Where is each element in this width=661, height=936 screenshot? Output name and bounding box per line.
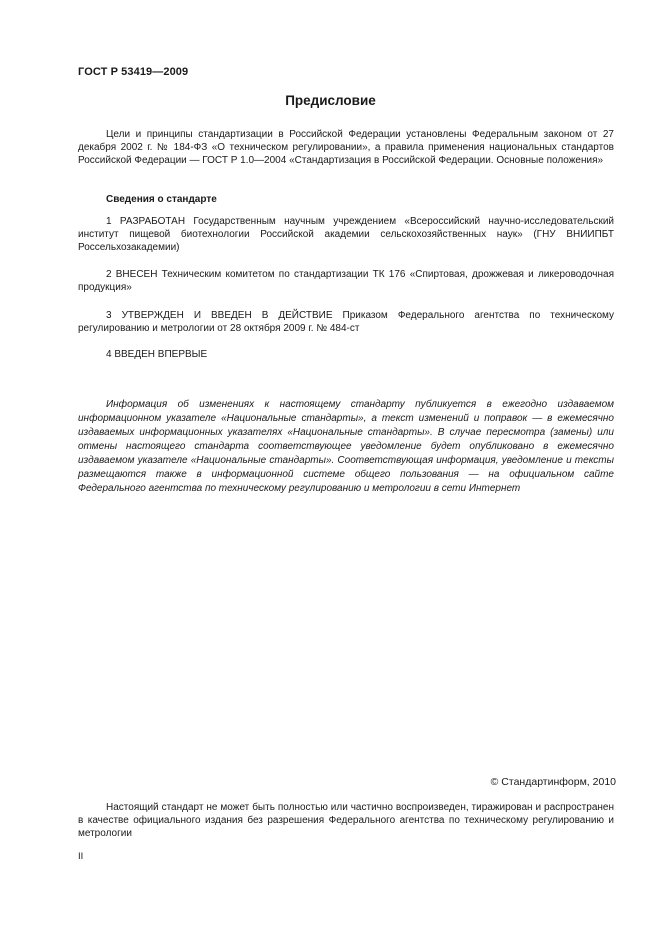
intro-paragraph: Цели и принципы стандартизации в Российской Федерации установлены Федеральным законом от 27 декабря 2002 г. № 184-ФЗ «О техническом регулировании», а правила применения национальных стандартов Российской Федерации — ГОСТ Р 1.0—2004 «Стандартизация в Российской Федерации. Основные положения» — [78, 129, 614, 166]
reproduction-notice: Настоящий стандарт не может быть полностью или частично воспроизведен, тиражирован и распространен в качестве официального издания без разрешения Федерального агентства по техническому регулированию и метрологии — [78, 802, 614, 839]
item-1: 1 РАЗРАБОТАН Государственным научным учреждением «Всероссийский научно-исследовательский институт пищевой биотехнологии Российской академии сельскохозяйственных наук» (ГНУ ВНИИПБТ Россельхозакадемии) — [78, 216, 614, 253]
notice-paragraph: Информация об изменениях к настоящему стандарту публикуется в ежегодно издаваемом информационном указателе «Национальные стандарты», а текст изменений и поправок — в ежемесячно издаваемых информационных указателях «Национальные стандарты». В случае пересмотра (замены) или отмены настоящего стандарта соответствующее уведомление будет опубликовано в ежемесячно издаваемом указателе «Национальные стандарты». Соответствующая информация, уведомление и тексты размещаются также в информационной системе общего пользования — на официальном сайте Федерального агентства по техническому регулированию и метрологии в сети Интернет — [78, 399, 614, 494]
page-number: II — [78, 851, 84, 862]
item-4: 4 ВВЕДЕН ВПЕРВЫЕ — [106, 349, 208, 360]
info-heading: Сведения о стандарте — [106, 194, 217, 205]
page-title: Предисловие — [285, 93, 376, 108]
copyright: © Стандартинформ, 2010 — [490, 776, 616, 788]
standard-code: ГОСТ Р 53419—2009 — [78, 66, 189, 78]
item-2: 2 ВНЕСЕН Техническим комитетом по стандартизации ТК 176 «Спиртовая, дрожжевая и ликероводочная продукция» — [78, 269, 614, 293]
item-3: 3 УТВЕРЖДЕН И ВВЕДЕН В ДЕЙСТВИЕ Приказом Федерального агентства по техническому регулированию и метрологии от 28 октября 2009 г. № 484-ст — [78, 310, 614, 334]
